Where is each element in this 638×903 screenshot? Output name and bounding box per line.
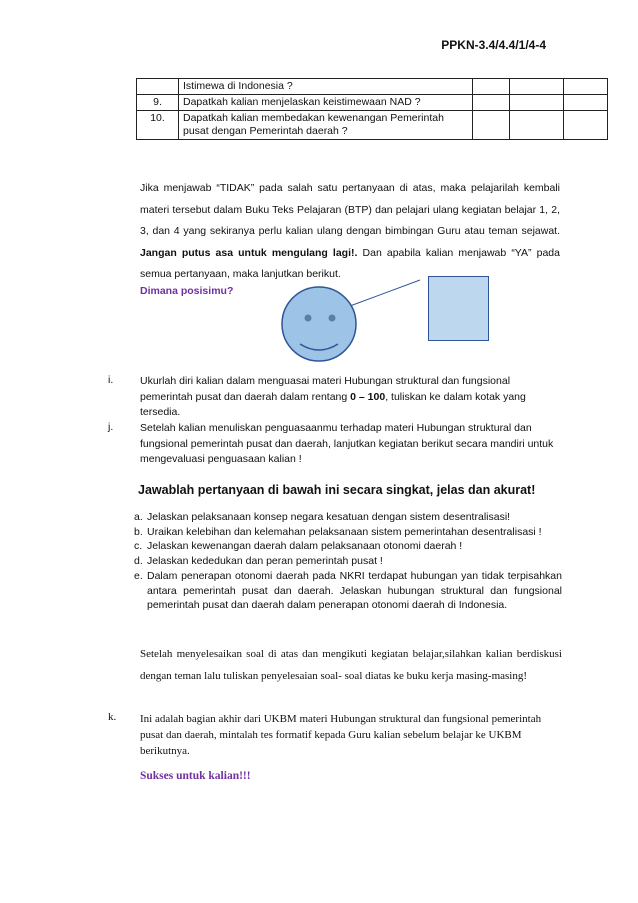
question-text: Jelaskan pelaksanaan konsep negara kesatuan dengan sistem desentralisasi! — [147, 511, 511, 523]
answer-cell-extra — [564, 95, 608, 111]
discussion-paragraph: Setelah menyelesaikan soal di atas dan mengikuti kegiatan belajar,silahkan kalian berdiskusi dengan teman lalu tuliskan penyelesaian soal- soal diatas ke buku kerja masing-masing! — [140, 648, 562, 682]
instruction-paragraph — [140, 178, 560, 286]
answer-cell-tidak — [510, 111, 564, 140]
answer-cell-extra — [564, 79, 608, 95]
instruction-bold-text: Jangan putus asa untuk mengulang lagi!. — [140, 246, 358, 259]
answer-cell-extra — [564, 111, 608, 140]
answer-cell-ya — [473, 111, 510, 140]
question-text: Dalam penerapan otonomi daerah pada NKRI terdapat hubungan yan tidak terpisahkan antara pemerintah pusat dan daerah. Jelaskan hubungan struktural dan fungsional pemerintah pusat dan daerah dalam penerapan otonomi daerah di Indonesia. — [147, 569, 562, 612]
score-box[interactable] — [428, 276, 489, 341]
position-label: Dimana posisimu? — [140, 285, 234, 297]
item-label-k: k. — [108, 711, 117, 723]
instruction-text: Jika menjawab “TIDAK” pada salah satu pertanyaan di atas, maka pelajarilah kembali materi tersebut dalam Buku Teks Pelajaran (BTP) dan pelajari ulang kegiatan belajar 1, 2, 3, dan 4 yang sekiranya perlu kalian ulang dengan bimbingan Guru atau teman sejawat. — [140, 182, 560, 237]
row-question: Dapatkah kalian menjelaskan keistimewaan NAD ? — [179, 95, 473, 111]
item-j-text: Setelah kalian menuliskan penguasaanmu terhadap materi Hubungan struktural dan fungsional pemerintah pusat dan daerah, lanjutkan kegiatan berikut secara mandiri untuk mengevaluasi penguasaan kalian ! — [140, 422, 554, 465]
item-label-i: i. — [108, 374, 114, 386]
answer-cell-tidak — [510, 95, 564, 111]
question-text: Jelaskan kewenangan daerah dalam pelaksanaan otonomi daerah ! — [147, 540, 463, 553]
closing-text: Sukses untuk kalian!!! — [140, 770, 251, 782]
row-number: 10. — [137, 111, 179, 140]
instruction-text-end: Dan apabila kalian menjawab “YA” pada semua pertanyaan, maka lanjutkan berikut. — [140, 246, 560, 280]
item-i-text-start: Ukurlah diri kalian dalam menguasai materi Hubungan struktural dan fungsional pemerintah pusat dan daerah dalam rentang — [140, 375, 511, 403]
answer-cell-ya — [473, 79, 510, 95]
row-number — [137, 79, 179, 95]
question-text: Uraikan kelebihan dan kelemahan pelaksanaan sistem pemerintahan desentralisasi ! — [147, 525, 542, 538]
row-question: Istimewa di Indonesia ? — [179, 79, 473, 95]
questions-heading: Jawablah pertanyaan di bawah ini secara singkat, jelas dan akurat! — [138, 483, 536, 497]
item-k-text: Ini adalah bagian akhir dari UKBM materi Hubungan struktural dan fungsional pemerintah pusat dan daerah, mintalah tes formatif kepada Guru kalian sebelum belajar ke UKBM berikutnya. — [140, 713, 542, 757]
document-code: PPKN-3.4/4.4/1/4-4 — [441, 38, 546, 52]
answer-cell-tidak — [510, 79, 564, 95]
question-letter: a. — [134, 511, 143, 523]
question-text: Jelaskan kededukan dan peran pemerintah pusat ! — [147, 555, 383, 568]
question-letter: d. — [134, 555, 143, 568]
question-letter: b. — [134, 525, 143, 538]
smiley-eye-icon — [329, 315, 336, 322]
row-number: 9. — [137, 95, 179, 111]
item-i-text-end: , tuliskan ke dalam kotak yang tersedia. — [140, 390, 526, 418]
list-item — [134, 510, 562, 525]
table-row — [137, 111, 608, 140]
score-range: 0 – 100 — [350, 390, 386, 403]
item-i-text — [140, 374, 560, 421]
row-question: Dapatkah kalian membedakan kewenangan Pemerintah pusat dengan Pemerintah daerah ? — [179, 111, 473, 140]
list-item — [134, 539, 562, 554]
pointer-line — [350, 280, 420, 306]
answer-cell-ya — [473, 95, 510, 111]
table-row — [137, 95, 608, 111]
question-letter: e. — [134, 569, 143, 582]
list-item — [134, 554, 562, 569]
self-assessment-table — [136, 78, 608, 140]
table-row — [137, 79, 608, 95]
smiley-eye-icon — [305, 315, 312, 322]
list-item — [134, 525, 562, 540]
question-letter: c. — [134, 540, 143, 553]
list-item — [134, 569, 562, 613]
question-list — [134, 510, 562, 613]
item-label-j: j. — [108, 421, 114, 433]
